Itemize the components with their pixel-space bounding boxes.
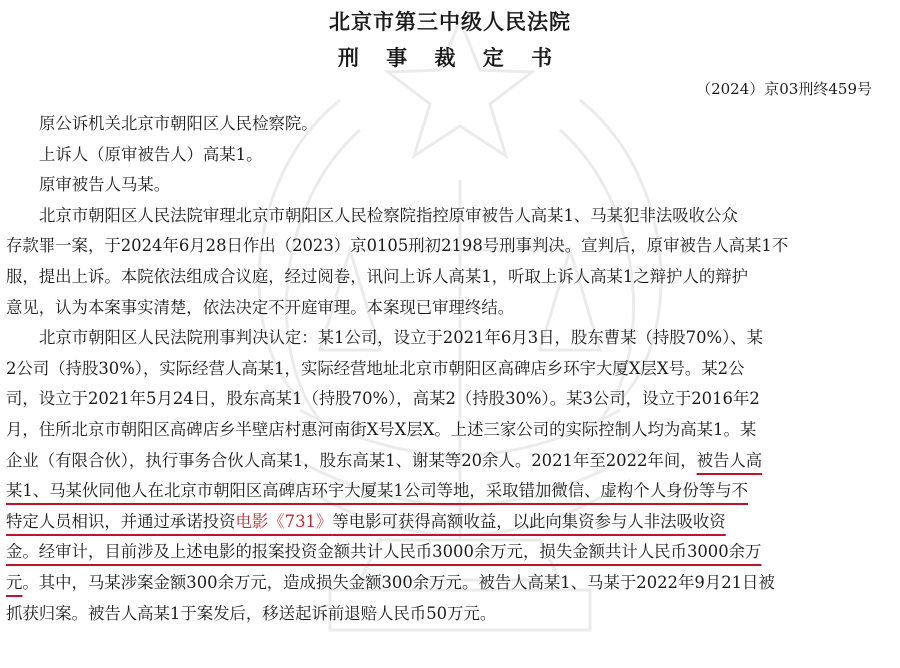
movie-title-highlight: 电影《731》 <box>235 511 333 531</box>
paragraph-line: 2公司（持股30%），实际经营人高某1，实际经营地址北京市朝阳区高碑店乡环宇大厦X层X号。某2公 <box>6 358 745 378</box>
paragraph-line: 服，提出上诉。本院依法组成合议庭，经过阅卷，讯问上诉人高某1，听取上诉人高某1之辩护人的辩护 <box>6 266 749 286</box>
paragraph-line: 上诉人（原审被告人）高某1。 <box>39 144 263 164</box>
paragraph-line: 北京市朝阳区人民法院审理北京市朝阳区人民检察院指控原审被告人高某1、马某犯非法吸收公众 <box>39 205 738 225</box>
paragraph-line: 抓获归案。被告人高某1于案发后，移送起诉前退赔人民币50万元。 <box>6 603 497 623</box>
paragraph-line <box>6 476 892 507</box>
document-type-heading: 刑 事 裁 定 书 <box>337 46 563 70</box>
judgment-body <box>6 109 892 629</box>
paragraph-line <box>6 537 892 568</box>
paragraph-line <box>6 446 892 477</box>
text-segment: 。其中，马某涉案金额300余万元，造成损失金额300余万元。被告人高某1、马某于2022年9月21日被 <box>22 572 775 592</box>
text-segment: 企业（有限合伙），执行事务合伙人高某1，股东高某1、谢某等20余人。2021年至2022年间， <box>6 450 697 470</box>
paragraph-line: 北京市朝阳区人民法院刑事判决认定：某1公司，设立于2021年6月3日，股东曹某（持股70%）、某 <box>39 328 764 348</box>
paragraph-line: 原公诉机关北京市朝阳区人民检察院。 <box>39 114 318 133</box>
court-name-heading: 北京市第三中级人民法院 <box>329 10 571 34</box>
underlined-highlight: 金。经审计，目前涉及上述电影的报案投资金额共计人民币3000余万元，损失金额共计人民币3000余万 <box>6 542 762 562</box>
underlined-highlight: 等电影可获得高额收益，以此向集资参与人非法吸收资 <box>332 511 726 531</box>
paragraph-line: 月，住所北京市朝阳区高碑店乡半壁店村惠河南街X号X层X。上述三家公司的实际控制人均为高某1。某 <box>6 419 757 439</box>
paragraph-line: 司，设立于2021年5月24日，股东高某1（持股70%），高某2（持股30%）。某3公司，设立于2016年2 <box>6 389 760 409</box>
underlined-highlight: 元 <box>6 572 23 592</box>
underlined-highlight: 被告人高 <box>696 450 763 470</box>
paragraph-line <box>6 568 892 599</box>
paragraph-line: 意见，认为本案事实清楚，依法决定不开庭审理。本案现已审理终结。 <box>6 297 515 317</box>
paragraph-line <box>6 507 892 538</box>
underlined-highlight: 特定人员相识，并通过承诺投资 <box>6 511 236 531</box>
case-number: （2024）京03刑终459号 <box>696 80 872 98</box>
paragraph-line: 存款罪一案，于2024年6月28日作出（2023）京0105刑初2198号刑事判决。宣判后，原审被告人高某1不 <box>6 236 789 256</box>
underlined-highlight: 某1、马某伙同他人在北京市朝阳区高碑店环宇大厦某1公司等地，采取错加微信、虚构个人身份等与不 <box>6 481 749 501</box>
paragraph-line: 原审被告人马某。 <box>39 175 171 195</box>
